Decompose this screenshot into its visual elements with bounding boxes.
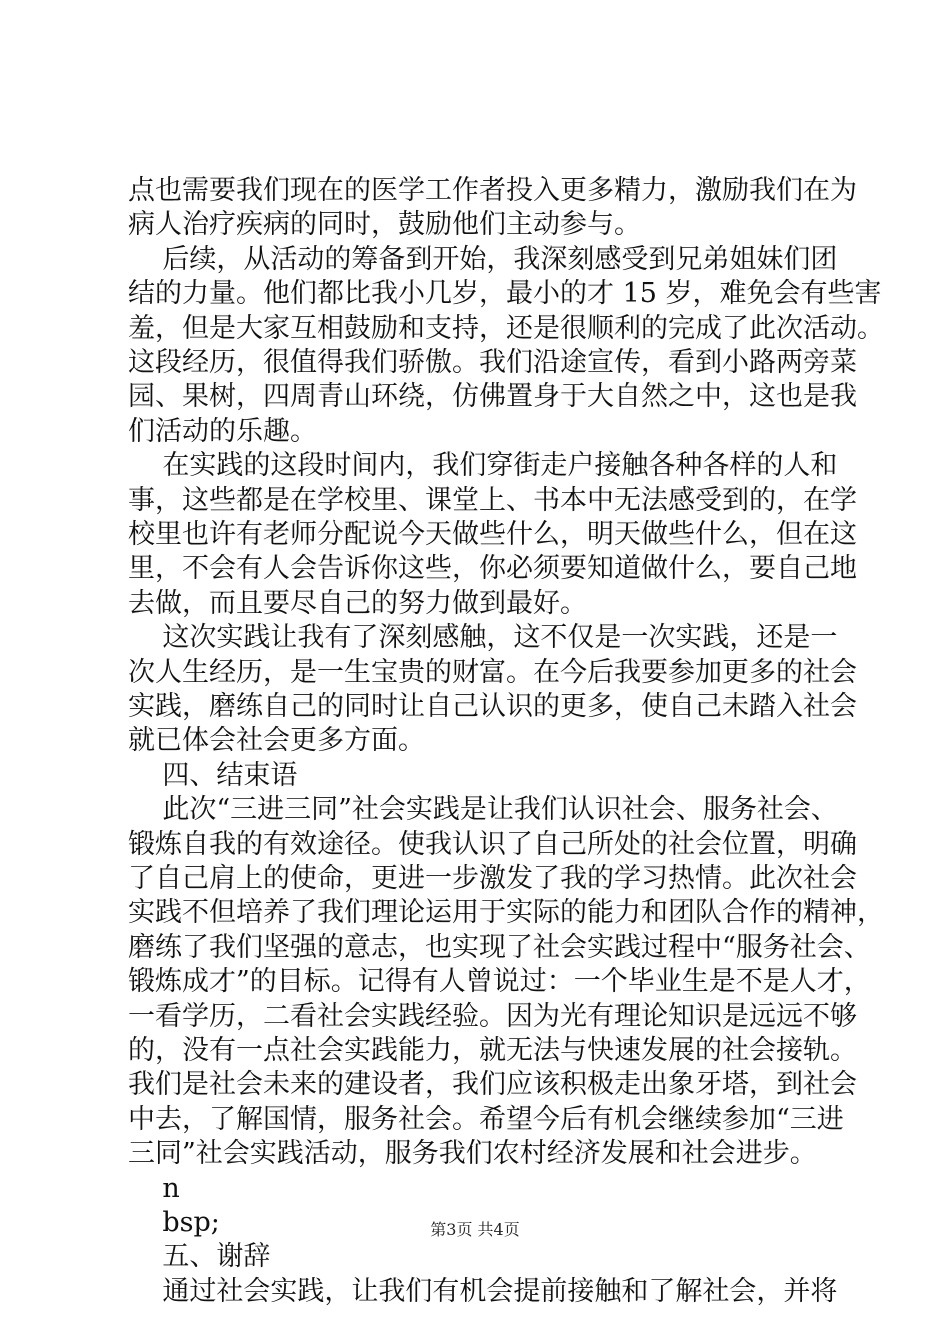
text-line: 中去，了解国情，服务社会。希望今后有机会继续参加“三进 [128, 1103, 844, 1135]
text-line: 在实践的这段时间内，我们穿街走户接触各种各样的人和 [128, 450, 838, 482]
text-line: 磨练了我们坚强的意志，也实现了社会实践过程中“服务社会、 [128, 931, 871, 963]
text-line: 的，没有一点社会实践能力，就无法与快速发展的社会接轨。 [128, 1035, 857, 1066]
text-line: 通过社会实践，让我们有机会提前接触和了解社会，并将 [128, 1275, 838, 1307]
text-line: 就已体会社会更多方面。 [128, 725, 425, 757]
text-line: 五、谢辞 [128, 1241, 271, 1273]
text-line: 后续，从活动的筹备到开始，我深刻感受到兄弟姐妹们团 [128, 243, 838, 275]
text-line: 次人生经历，是一生宝贵的财富。在今后我要参加更多的社会 [128, 656, 857, 688]
text-line: 实践不但培养了我们理论运用于实际的能力和团队合作的精神， [128, 897, 884, 929]
text-line: 们活动的乐趣。 [128, 415, 317, 447]
text-line: n [128, 1172, 180, 1204]
text-line: 这次实践让我有了深刻感触，这不仅是一次实践，还是一 [128, 622, 838, 654]
text-line: 去做，而且要尽自己的努力做到最好。 [128, 587, 587, 619]
text-line: 此次“三进三同”社会实践是让我们认识社会、服务社会、 [128, 794, 838, 826]
text-line: 锻炼自我的有效途径。使我认识了自己所处的社会位置，明确 [128, 828, 857, 860]
text-line: 里，不会有人会告诉你这些，你必须要知道做什么，要自己地 [128, 553, 857, 585]
text-line: bsp; [128, 1207, 220, 1238]
text-line: 一看学历，二看社会实践经验。因为光有理论知识是远远不够 [128, 1000, 857, 1032]
text-line: 这段经历，很值得我们骄傲。我们沿途宣传，看到小路两旁菜 [128, 347, 857, 378]
text-line: 了自己肩上的使命，更进一步激发了我的学习热情。此次社会 [128, 863, 857, 894]
text-line: 实践，磨练自己的同时让自己认识的更多，使自己未踏入社会 [128, 691, 857, 722]
text-line: 病人治疗疾病的同时，鼓励他们主动参与。 [128, 209, 641, 241]
text-line: 点也需要我们现在的医学工作者投入更多精力，激励我们在为 [128, 175, 857, 206]
text-line: 羞，但是大家互相鼓励和支持，还是很顺利的完成了此次活动。 [128, 312, 884, 344]
text-line: 锻炼成才”的目标。记得有人曾说过：一个毕业生是不是人才， [128, 966, 871, 998]
text-line: 校里也许有老师分配说今天做些什么，明天做些什么，但在这 [128, 519, 857, 550]
page-footer: 第3页 共4页 [430, 1220, 520, 1239]
text-line: 结的力量。他们都比我小几岁，最小的才 15 岁，难免会有些害 [128, 278, 882, 310]
text-line: 园、果树，四周青山环绕，仿佛置身于大自然之中，这也是我 [128, 381, 857, 413]
text-line: 事，这些都是在学校里、课堂上、书本中无法感受到的，在学 [128, 484, 857, 516]
text-line: 三同”社会实践活动，服务我们农村经济发展和社会进步。 [128, 1138, 817, 1170]
text-line: 我们是社会未来的建设者，我们应该积极走出象牙塔，到社会 [128, 1069, 857, 1101]
text-line: 四、结束语 [128, 759, 298, 791]
